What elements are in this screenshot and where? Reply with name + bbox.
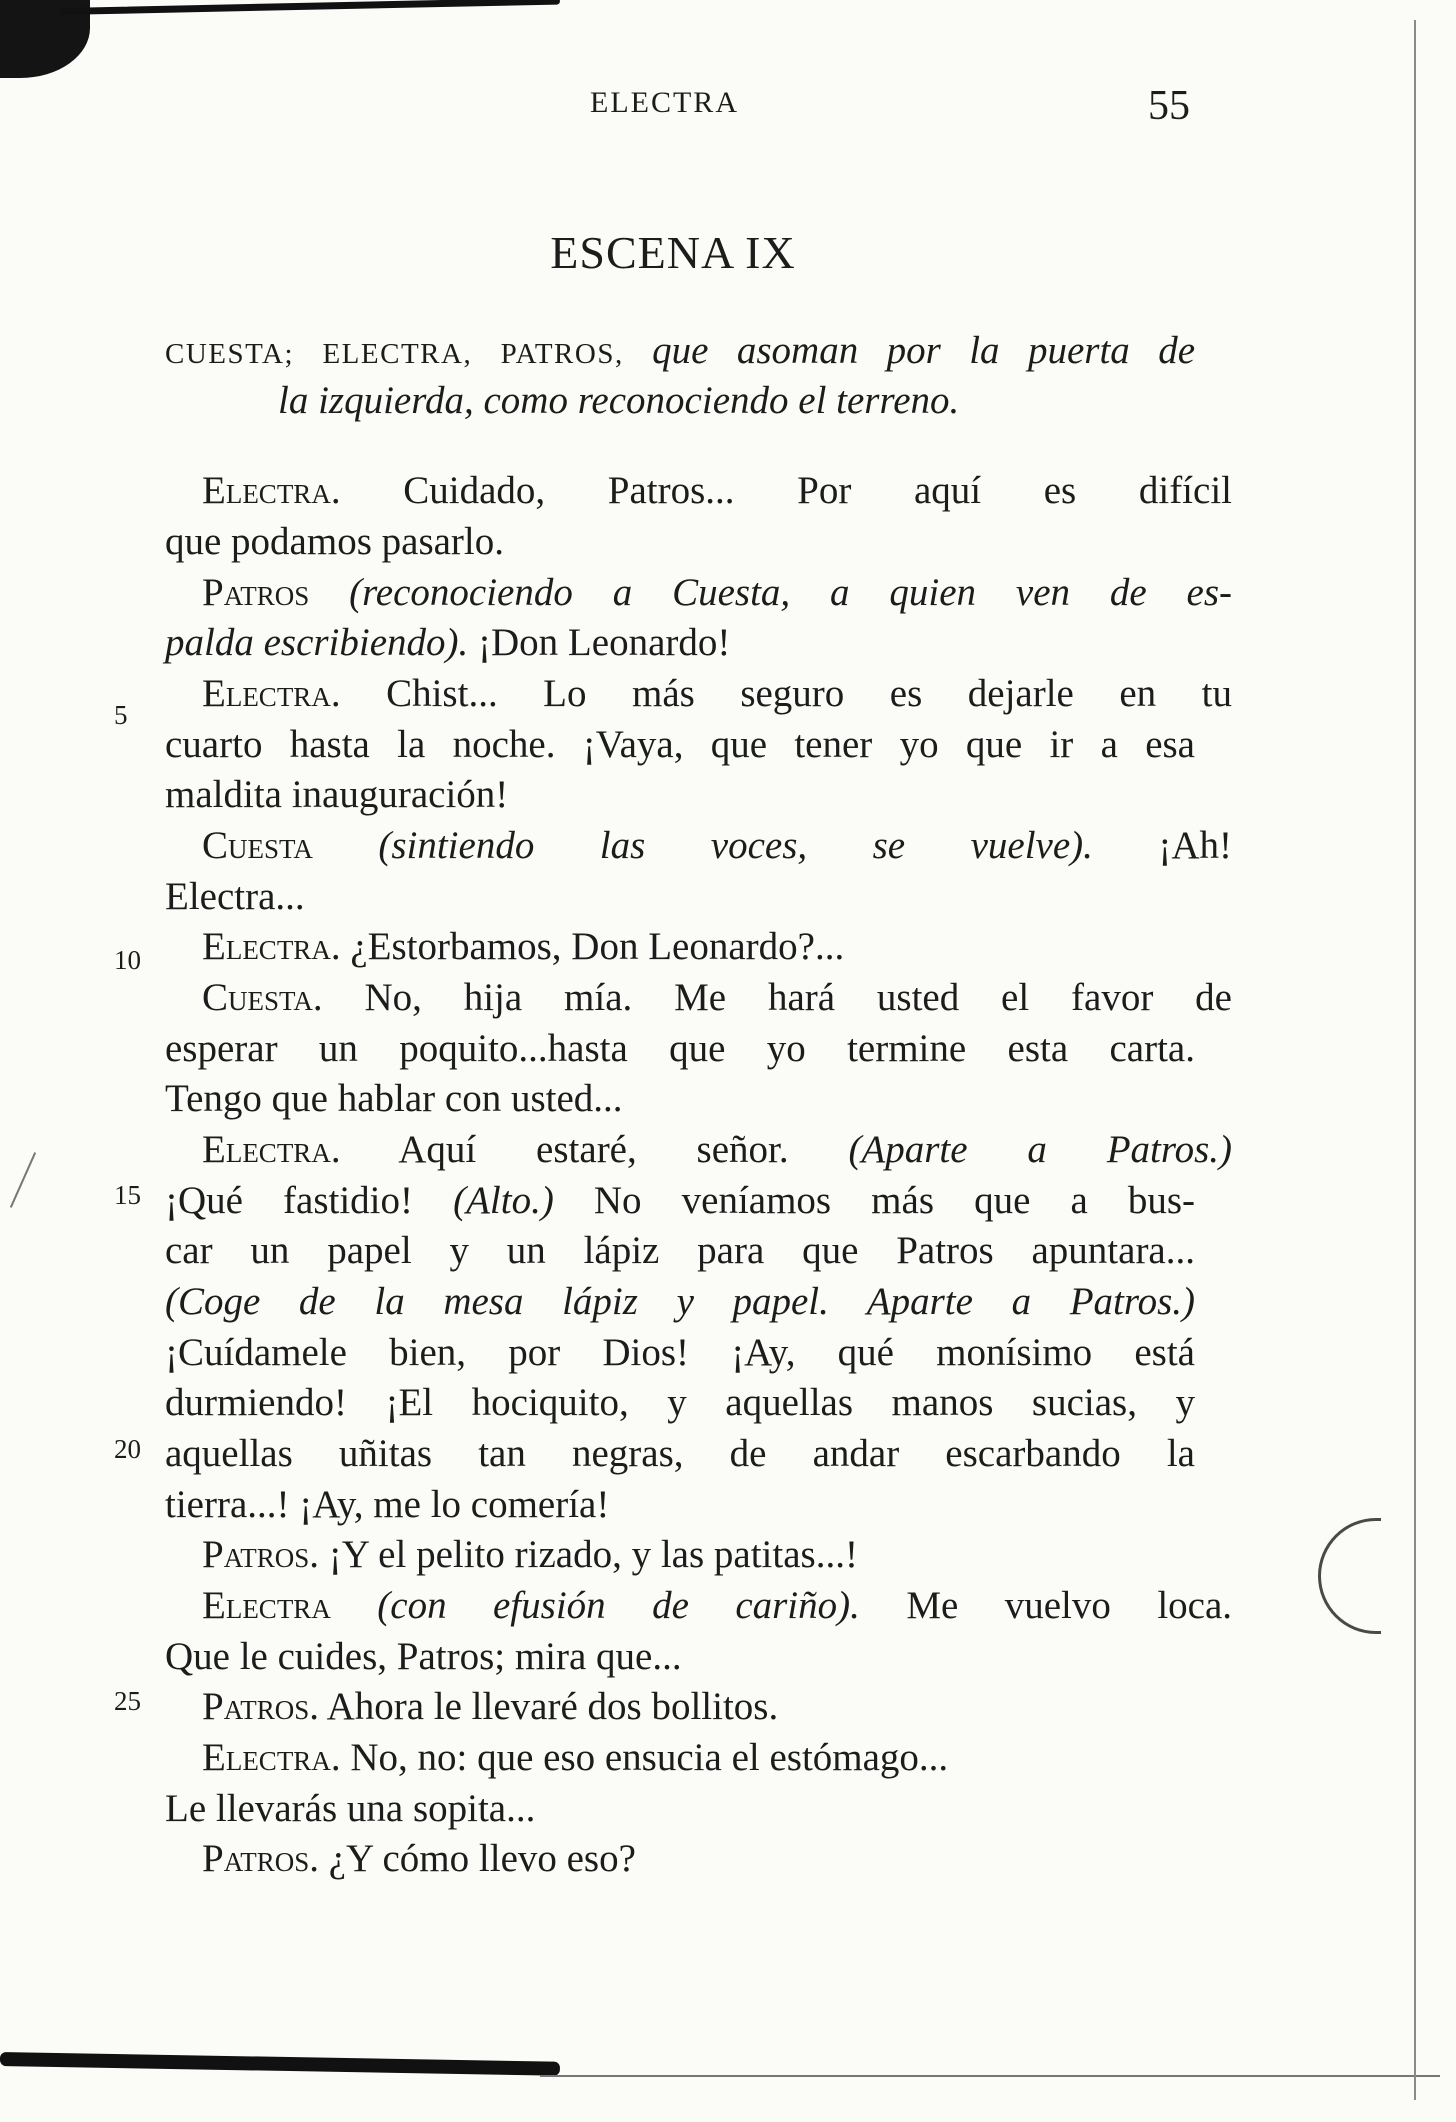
scene-title: ESCENA IX [550, 227, 796, 278]
character-cuesta: CUESTA; [165, 338, 295, 370]
dialogue-line [202, 1682, 1232, 1732]
dialogue-line [165, 770, 1195, 820]
line-text: durmiendo! ¡El hociquito, y aquellas manos sucias, y [165, 1381, 1195, 1424]
line-text: car un papel y un lápiz para que Patros apuntara... [165, 1229, 1195, 1272]
stage-intro-line-2 [278, 376, 1308, 426]
speaker-name: Electra. [202, 925, 341, 968]
line-text: ¿Y cómo llevo eso? [328, 1837, 636, 1880]
speaker-name: Electra. [202, 469, 341, 512]
scan-top-edge-mark [60, 0, 560, 15]
line-text: Le llevarás una sopita... [165, 1787, 536, 1830]
line-text: maldita inauguración! [165, 773, 509, 816]
dialogue-line [202, 669, 1232, 719]
speaker-name: Patros [202, 571, 310, 614]
running-head [0, 83, 1456, 136]
character-patros: PATROS, [500, 338, 624, 370]
dialogue-line [202, 973, 1232, 1023]
speaker-name: Electra. [202, 1736, 341, 1779]
line-text: Chist... Lo más seguro es dejarle en tu [386, 672, 1233, 715]
scan-bottom-edge-mark [0, 2052, 560, 2076]
speaker-name: Electra. [202, 1128, 341, 1171]
speaker-name: Patros. [202, 1685, 319, 1728]
stage-direction: (Alto.) [453, 1179, 554, 1222]
line-text: cuarto hasta la noche. ¡Vaya, que tener yo que ir a esa [165, 723, 1195, 766]
speaker-name: Patros. [202, 1533, 319, 1576]
dialogue-line [165, 1429, 1195, 1479]
dialogue-line [165, 872, 1195, 922]
dialogue-line [165, 1176, 1195, 1226]
stage-direction: que asoman por la puerta de [652, 329, 1196, 372]
line-text: ¿Estorbamos, Don Leonardo?... [350, 925, 845, 968]
line-text: aquellas uñitas tan negras, de andar escarbando la [165, 1432, 1195, 1475]
line-text: Cuidado, Patros... Por aquí es difícil [403, 469, 1233, 512]
dialogue-line [165, 1277, 1195, 1327]
dialogue-line [165, 517, 1195, 567]
line-text: esperar un poquito...hasta que yo termine esta carta. [165, 1027, 1195, 1070]
speaker-name: Electra [202, 1584, 331, 1627]
speaker-name: Patros. [202, 1837, 319, 1880]
line-number: 10 [114, 945, 141, 975]
dialogue-line [165, 1226, 1195, 1276]
dialogue-line [165, 1074, 1195, 1124]
dialogue-line [165, 618, 1195, 668]
line-text: Tengo que hablar con usted... [165, 1077, 623, 1120]
line-text: No, hija mía. Me hará usted el favor de [364, 976, 1232, 1019]
line-number: 25 [114, 1686, 141, 1716]
line-text: ¡Ah! [1158, 824, 1233, 867]
dialogue-line [202, 568, 1232, 618]
line-number: 5 [114, 700, 128, 730]
scan-right-edge-line [1414, 20, 1416, 2100]
line-text: Ahora le llevaré dos bollitos. [326, 1685, 779, 1728]
dialogue-line [202, 1834, 1232, 1884]
line-number: 15 [114, 1180, 141, 1210]
running-title: ELECTRA [590, 86, 739, 119]
dialogue-line [165, 1024, 1195, 1074]
stage-direction: la izquierda, como reconociendo el terreno. [278, 379, 960, 422]
dialogue-line [165, 1632, 1195, 1682]
line-text: Aquí estaré, señor. [398, 1128, 789, 1171]
margin-bracket-mark [1318, 1518, 1381, 1634]
dialogue-line [165, 1784, 1195, 1834]
line-text: ¡Y el pelito rizado, y las patitas...! [328, 1533, 858, 1576]
dialogue-line [165, 1328, 1195, 1378]
character-electra: ELECTRA, [322, 338, 473, 370]
speaker-name: Cuesta. [202, 976, 323, 1019]
margin-pencil-mark [10, 1152, 36, 1208]
stage-direction: (sintiendo las voces, se vuelve). [378, 824, 1093, 867]
stage-direction: (reconociendo a Cuesta, a quien ven de es- [349, 571, 1232, 614]
line-text: ¡Don Leonardo! [478, 621, 731, 664]
dialogue-line [165, 1378, 1195, 1428]
line-text: ¡Qué fastidio! [165, 1179, 414, 1222]
line-text: No veníamos más que a bus- [593, 1179, 1196, 1222]
dialogue-line [202, 922, 1232, 972]
stage-direction: (Aparte a Patros.) [848, 1128, 1232, 1171]
line-text: Me vuelvo loca. [906, 1584, 1233, 1627]
speaker-name: Cuesta [202, 824, 313, 867]
line-text: Electra... [165, 875, 305, 918]
dialogue-line [202, 1125, 1232, 1175]
scan-bottom-edge-line [540, 2075, 1440, 2077]
dialogue-line [202, 1581, 1232, 1631]
line-number: 20 [114, 1434, 141, 1464]
page-number: 55 [1148, 83, 1190, 129]
dialogue-line [202, 821, 1232, 871]
line-text: ¡Cuídamele bien, por Dios! ¡Ay, qué monísimo está [165, 1331, 1195, 1374]
dialogue-line [165, 1480, 1195, 1530]
speaker-name: Electra. [202, 672, 341, 715]
dialogue-line [202, 1733, 1232, 1783]
line-text: Que le cuides, Patros; mira que... [165, 1635, 682, 1678]
dialogue-line [165, 720, 1195, 770]
stage-intro-line-1 [165, 326, 1195, 379]
stage-direction: (Coge de la mesa lápiz y papel. Aparte a Patros.) [165, 1280, 1195, 1323]
line-text: que podamos pasarlo. [165, 520, 505, 563]
dialogue-line [202, 466, 1232, 516]
stage-direction: (con efusión de cariño). [377, 1584, 860, 1627]
stage-direction: palda escribiendo). [165, 621, 469, 664]
dialogue-line [202, 1530, 1232, 1580]
line-text: tierra...! ¡Ay, me lo comería! [165, 1483, 610, 1526]
line-text: No, no: que eso ensucia el estómago... [350, 1736, 949, 1779]
